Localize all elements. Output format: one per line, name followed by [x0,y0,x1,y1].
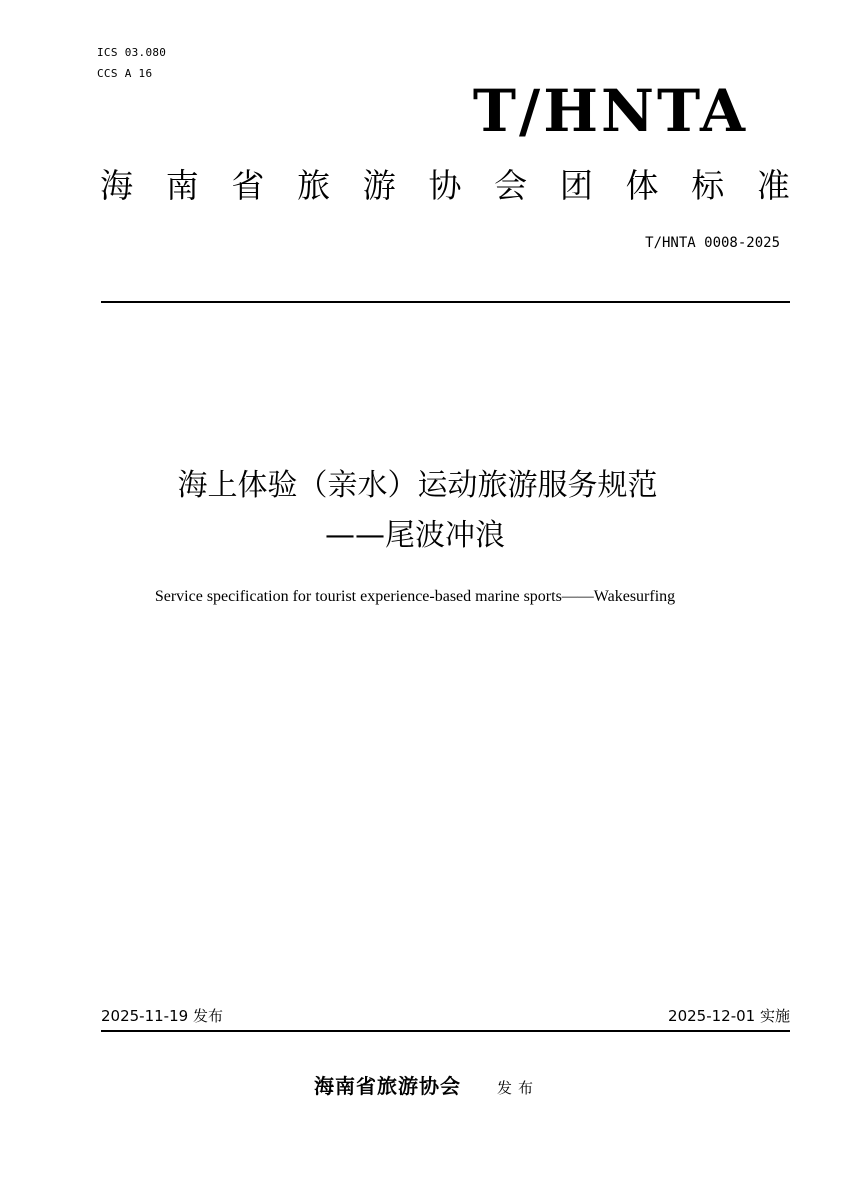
organization-standard-heading [100,164,790,208]
publisher-verb: 发布 [497,1079,540,1097]
heading-char: 海 [100,166,133,205]
heading-char: 南 [165,166,199,205]
footer-divider [101,1030,790,1032]
document-title-main: 海上体验（亲水）运动旅游服务规范 [177,468,658,503]
standard-number: T/HNTA 0008-2025 [645,235,780,251]
heading-char: 省 [231,166,265,205]
heading-char: 体 [625,166,659,205]
ics-code: ICS 03.080 [97,46,167,59]
heading-char: 游 [362,166,396,205]
heading-char: 准 [756,166,790,205]
header-divider [101,301,790,303]
heading-char: 协 [428,166,462,205]
implementation-date: 2025-12-01 实施 [668,1007,790,1025]
publisher-line [314,1072,539,1102]
issue-date: 2025-11-19 发布 [101,1007,223,1025]
heading-char: 会 [494,166,528,205]
publisher-name: 海南省旅游协会 [314,1074,461,1098]
heading-char: 旅 [297,166,331,205]
document-title-subtitle: ——尾波冲浪 [325,518,505,553]
ccs-code: CCS A 16 [97,67,153,80]
standard-logo: T/HNTA [472,77,748,145]
heading-char: 标 [691,166,725,205]
heading-char: 团 [559,166,593,205]
document-title-english: Service specification for tourist experience-based marine sports——Wakesurfing [154,588,676,605]
